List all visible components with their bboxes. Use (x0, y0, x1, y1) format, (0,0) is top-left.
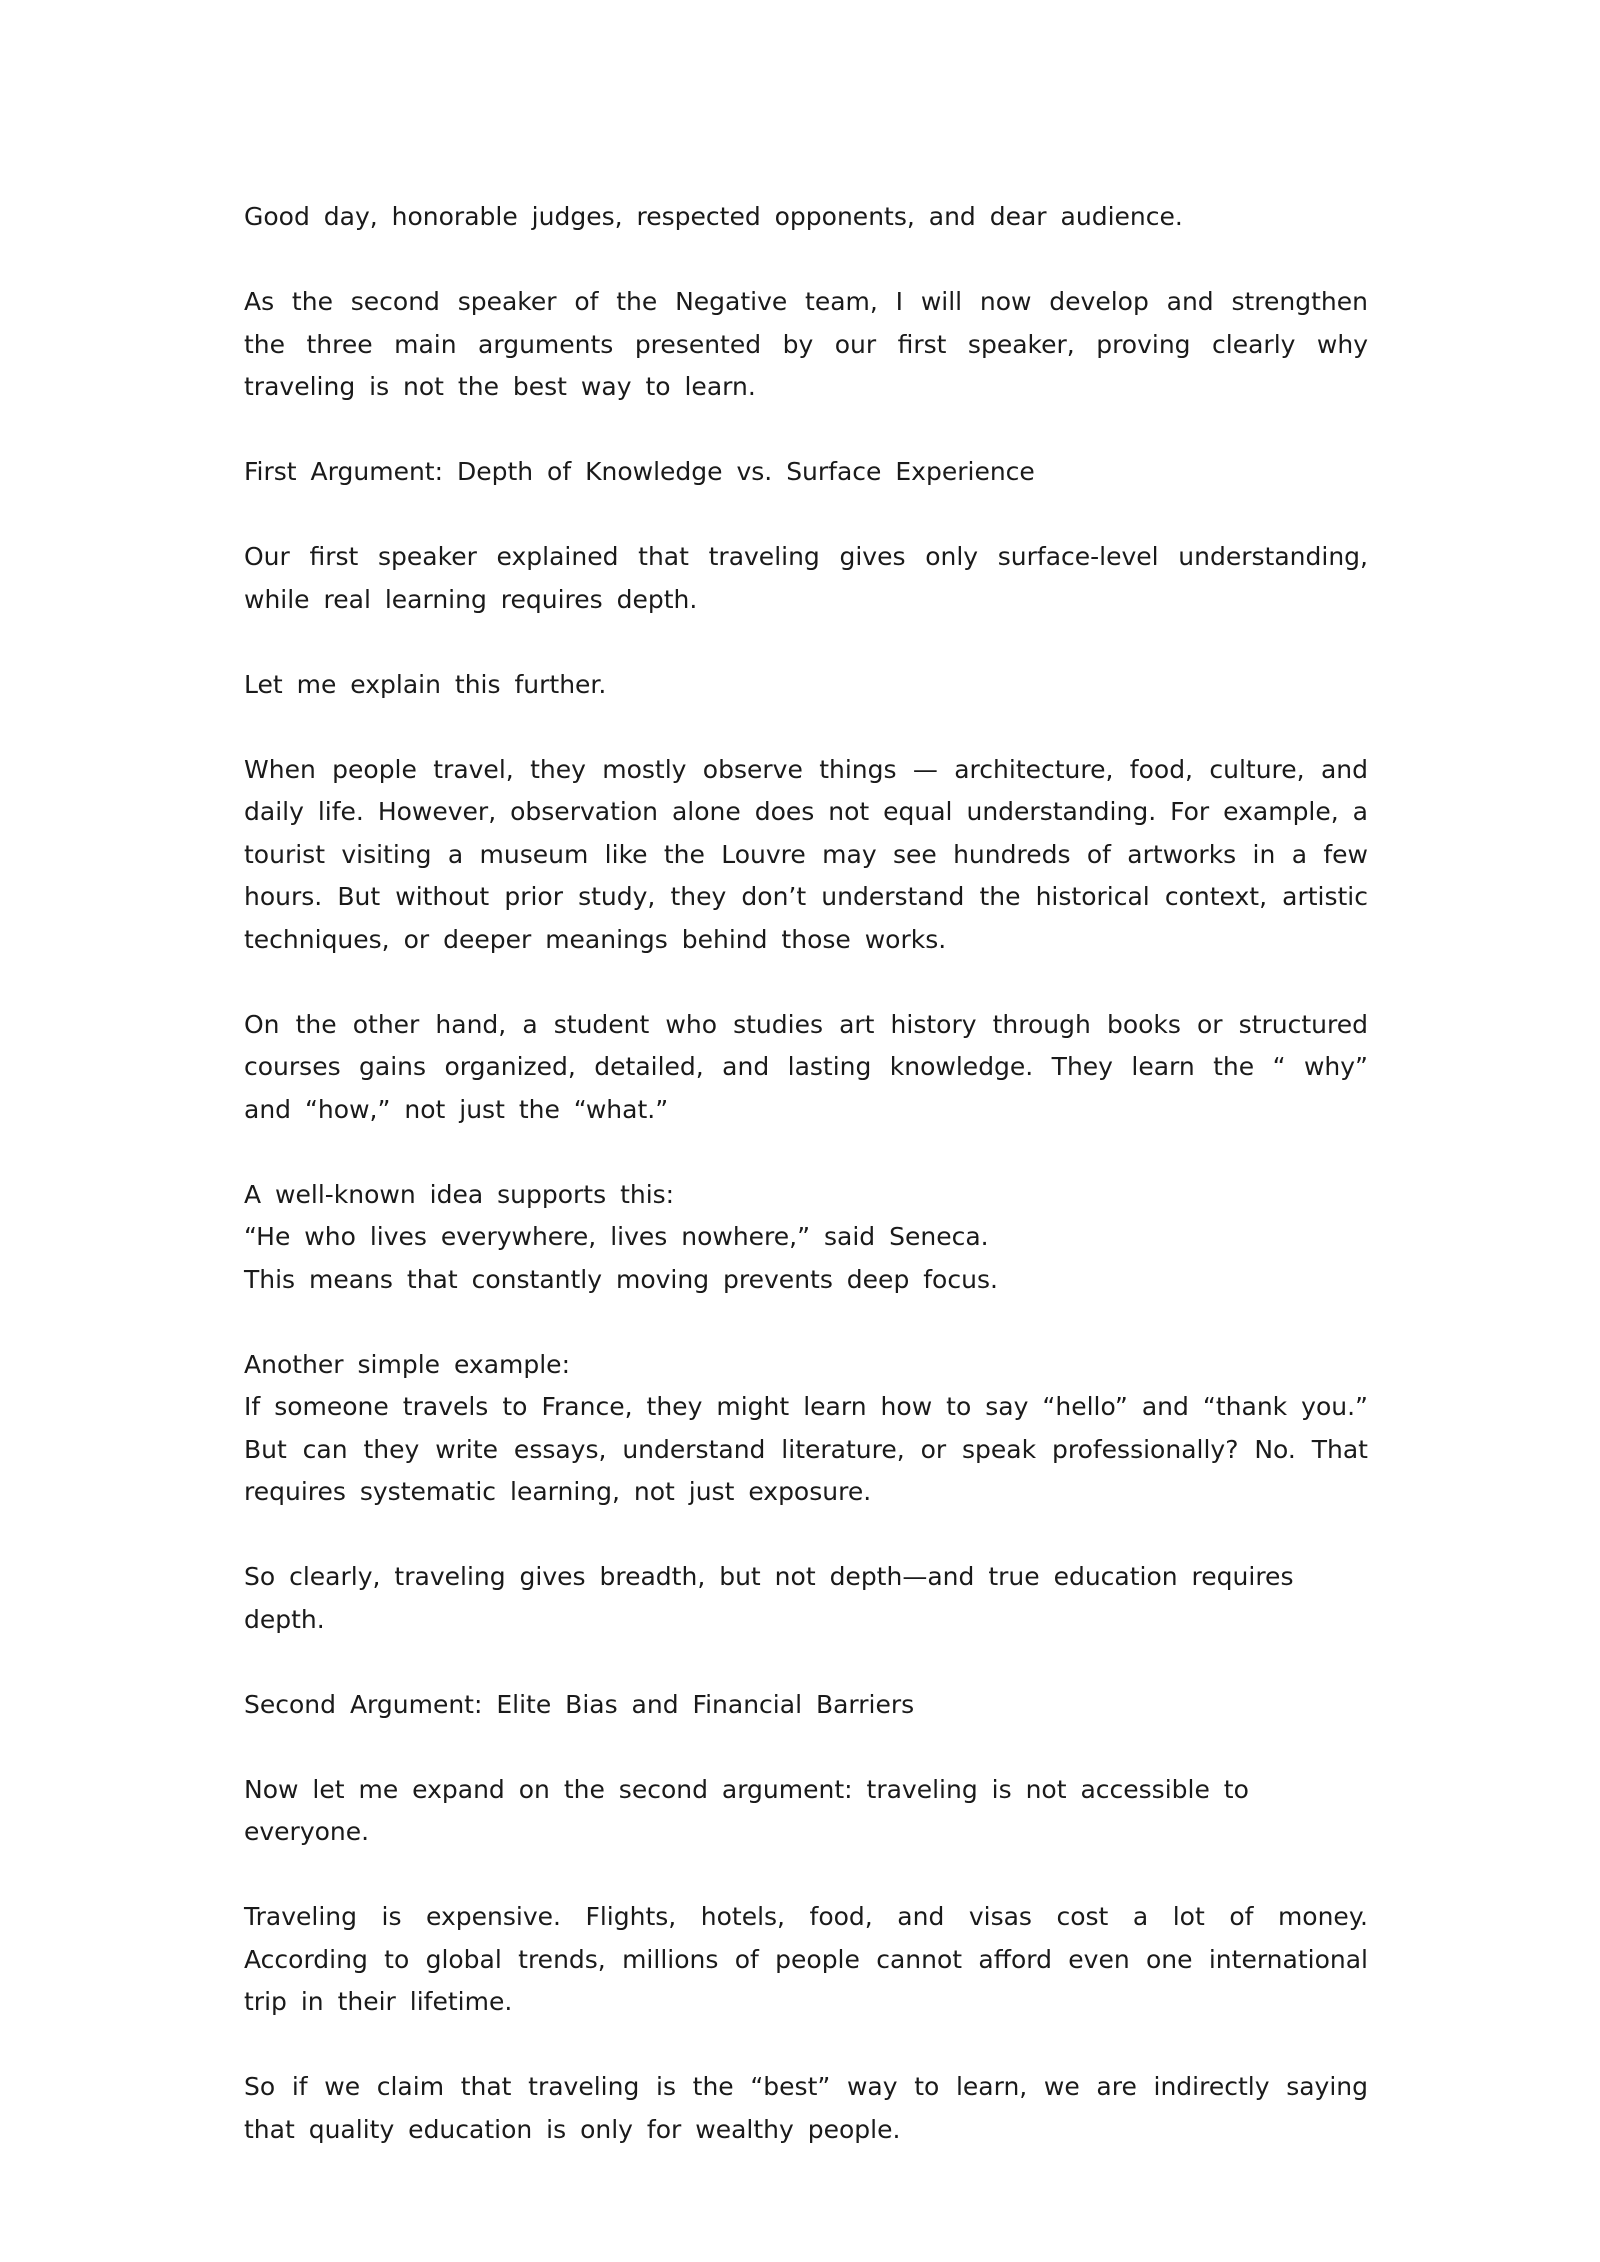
france-example-intro-line: Another simple example: (244, 1349, 570, 1379)
document-body (244, 196, 1368, 2194)
greeting-paragraph: Good day, honorable judges, respected opponents, and dear audience. (244, 202, 1183, 231)
seneca-intro-line: A well-known idea supports this: (244, 1179, 675, 1209)
seneca-quote-line: “He who lives everywhere, lives nowhere,” said Seneca. (244, 1222, 989, 1251)
seneca-explanation-line: This means that constantly moving prevents deep focus. (244, 1264, 998, 1294)
first-argument-heading: First Argument: Depth of Knowledge vs. Surface Experience (244, 457, 1035, 486)
first-argument-paragraph-1: Our first speaker explained that traveling gives only surface-level understanding, while real learning requires depth. (244, 542, 1368, 614)
seneca-quote-paragraph (244, 1174, 1368, 1302)
second-argument-paragraph-2: Traveling is expensive. Flights, hotels, food, and visas cost a lot of money. According to global trends, millions of people cannot afford even one international trip in their lifetime. (244, 1902, 1368, 2016)
france-example-paragraph (244, 1344, 1368, 1514)
first-argument-paragraph-2: Let me explain this further. (244, 669, 607, 699)
intro-paragraph: As the second speaker of the Negative team, I will now develop and strengthen the three main arguments presented by our first speaker, proving clearly why traveling is not the best way to learn. (244, 287, 1368, 401)
first-argument-paragraph-3: When people travel, they mostly observe things — architecture, food, culture, and daily life. However, observation alone does not equal understanding. For example, a tourist visiting a museum like the Louvre may see hundreds of artworks in a few hours. But without prior study, they don’t understand the historical context, artistic techniques, or deeper meanings behind those works. (244, 754, 1368, 954)
second-argument-paragraph-3: So if we claim that traveling is the “best” way to learn, we are indirectly saying that quality education is only for wealthy people. (244, 2072, 1368, 2144)
france-example-body: If someone travels to France, they might learn how to say “hello” and “thank you.” But can they write essays, understand literature, or speak professionally? No. That requires systematic learning, not just exposure. (244, 1392, 1368, 1506)
first-argument-conclusion: So clearly, traveling gives breadth, but not depth—and true education requires depth. (244, 1562, 1294, 1634)
first-argument-paragraph-4: On the other hand, a student who studies art history through books or structured courses gains organized, detailed, and lasting knowledge. They learn the “ why” and “how,” not just the “what.” (244, 1009, 1368, 1124)
second-argument-paragraph-1: Now let me expand on the second argument: traveling is not accessible to everyone. (244, 1774, 1249, 1846)
second-argument-heading: Second Argument: Elite Bias and Financial Barriers (244, 1689, 915, 1719)
